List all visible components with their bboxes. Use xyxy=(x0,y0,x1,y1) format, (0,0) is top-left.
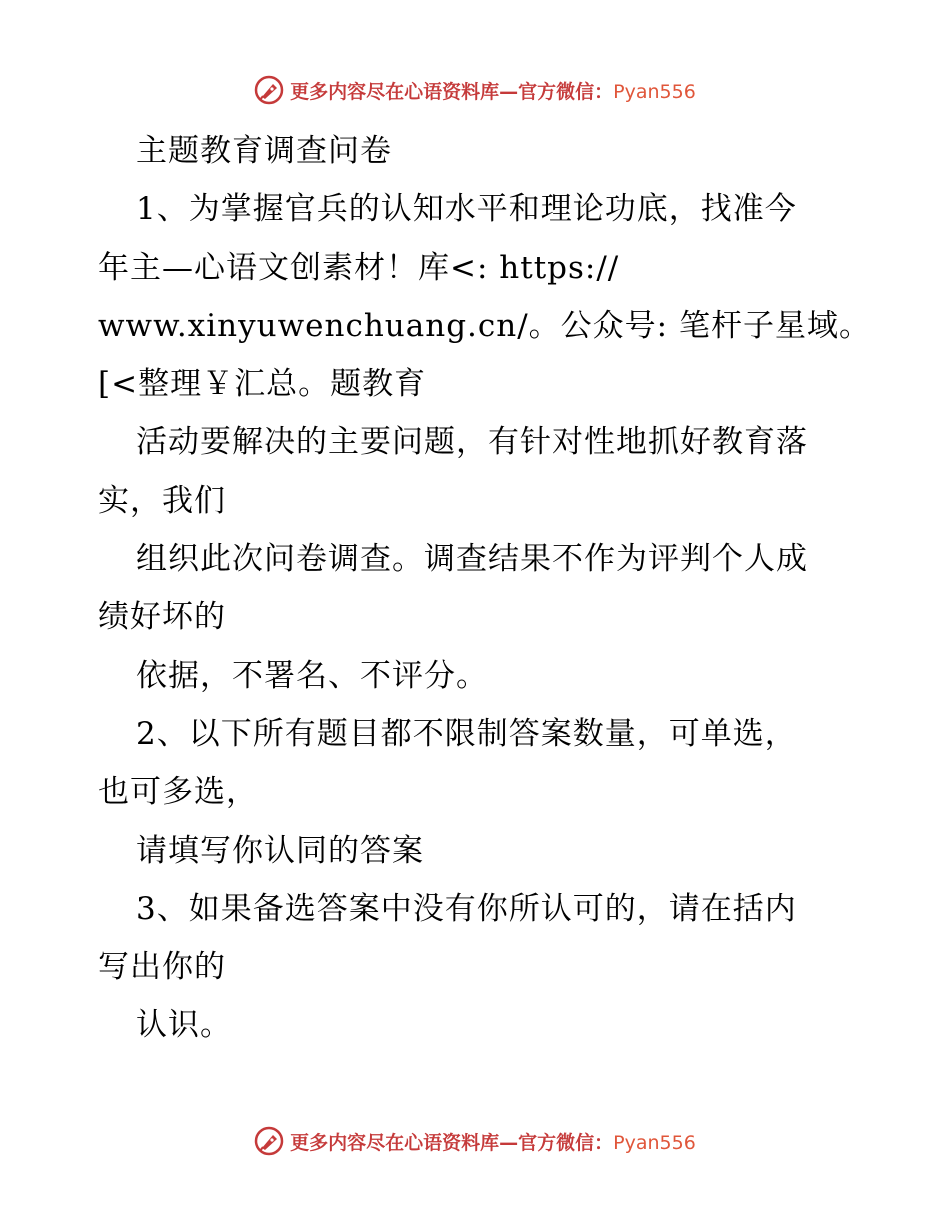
pen-nib-logo-icon xyxy=(254,75,284,105)
pen-nib-logo-icon xyxy=(254,1126,284,1156)
paragraph-line: 依据，不署名、不评分。 xyxy=(136,657,488,694)
document-title: 主题教育调查问卷 xyxy=(136,133,392,169)
paragraph-line: 实，我们 xyxy=(98,482,226,519)
paragraph-line: 也可多选， xyxy=(98,774,258,811)
document-body xyxy=(98,122,871,1055)
paragraph-line: 活动要解决的主要问题，有针对性地抓好教育落 xyxy=(136,424,808,461)
footer-banner xyxy=(0,1121,950,1161)
paragraph-line: 请填写你认同的答案 xyxy=(136,832,424,869)
paragraph-line: 年主—心语文创素材！库<: https:// xyxy=(98,249,620,286)
banner-text: 更多内容尽在心语资料库—官方微信：Pyan556 xyxy=(290,1131,696,1154)
paragraph-line: 3、如果备选答案中没有你所认可的，请在括内 xyxy=(136,890,797,927)
paragraph-line: www.xinyuwenchuang.cn/。公众号: 笔杆子星域。 xyxy=(98,307,871,344)
paragraph-line: 1、为掌握官兵的认知水平和理论功底，找准今 xyxy=(136,191,797,228)
paragraph-line: [<整理￥汇总。题教育 xyxy=(98,366,427,403)
banner-wechat-id: Pyan556 xyxy=(613,1131,696,1154)
header-banner xyxy=(0,70,950,110)
paragraph-line: 组织此次问卷调查。调查结果不作为评判个人成 xyxy=(136,541,808,578)
paragraph-line: 认识。 xyxy=(136,1007,232,1044)
paragraph-line: 写出你的 xyxy=(98,949,226,986)
banner-wechat-id: Pyan556 xyxy=(613,80,696,103)
banner-text: 更多内容尽在心语资料库—官方微信：Pyan556 xyxy=(290,80,696,103)
paragraph-line: 2、以下所有题目都不限制答案数量，可单选， xyxy=(136,715,797,752)
paragraph-line: 绩好坏的 xyxy=(98,599,226,636)
